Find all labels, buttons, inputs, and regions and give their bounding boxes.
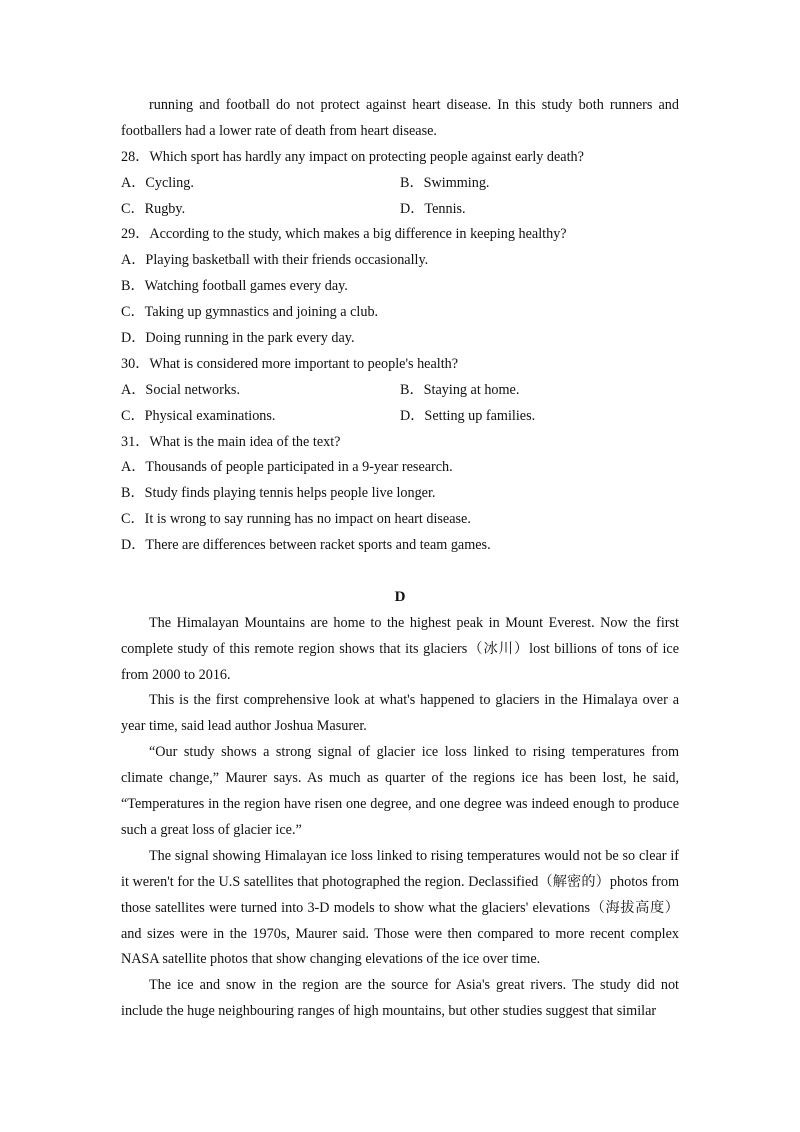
question-block xyxy=(121,145,679,223)
paragraph-line: it weren't for the U.S satellites that photographed the region. Declassified（解密的）photos from xyxy=(121,873,679,890)
paragraph-line: This is the first comprehensive look at what's happened to glaciers in the Himalaya over a xyxy=(149,692,679,709)
answer-option: C．Physical examinations. xyxy=(121,407,276,424)
answer-option: B．Watching football games every day. xyxy=(121,278,348,295)
paragraph-line: from 2000 to 2016. xyxy=(121,666,231,683)
paragraph xyxy=(121,973,679,1025)
answer-option: A．Cycling. xyxy=(121,174,194,191)
paragraph-line: complete study of this remote region shows that its glaciers（冰川）lost billions of tons of ice xyxy=(121,640,679,657)
question-list xyxy=(121,145,679,559)
paragraph-line: those satellites were turned into 3-D models to show what the glaciers' elevations（海拔高度） xyxy=(121,899,679,916)
option-row xyxy=(121,171,679,197)
question-block xyxy=(121,352,679,430)
section-d-passage xyxy=(121,611,679,1025)
answer-option: C．Rugby. xyxy=(121,200,186,217)
paragraph xyxy=(121,688,679,740)
answer-option: C．Taking up gymnastics and joining a club. xyxy=(121,304,379,321)
paragraph xyxy=(121,740,679,844)
answer-option: D．There are differences between racket sports and team games. xyxy=(121,537,491,554)
paragraph-line: NASA satellite photos that show changing elevations of the ice over time. xyxy=(121,951,541,968)
answer-option: D．Tennis. xyxy=(400,200,466,217)
answer-option: D．Doing running in the park every day. xyxy=(121,330,355,347)
question-stem: 29．According to the study, which makes a big difference in keeping healthy? xyxy=(121,226,567,243)
question-block xyxy=(121,430,679,559)
paragraph-line: The ice and snow in the region are the source for Asia's great rivers. The study did not xyxy=(149,977,679,994)
question-block xyxy=(121,222,679,351)
paragraph-line: running and football do not protect against heart disease. In this study both runners and xyxy=(149,97,679,113)
question-stem: 30．What is considered more important to people's health? xyxy=(121,355,459,372)
question-stem: 31．What is the main idea of the text? xyxy=(121,433,341,450)
section-title: D xyxy=(394,588,406,605)
answer-option: B．Study finds playing tennis helps people live longer. xyxy=(121,485,436,502)
answer-option: D．Setting up families. xyxy=(400,407,536,424)
page-content xyxy=(121,93,679,1025)
paragraph-line: include the huge neighbouring ranges of high mountains, but other studies suggest that similar xyxy=(121,1003,657,1020)
paragraph xyxy=(121,611,679,689)
paragraph-line: “Temperatures in the region have risen one degree, and one degree was indeed enough to produce xyxy=(121,796,679,813)
answer-option: A．Social networks. xyxy=(121,381,241,398)
paragraph-line: and sizes were in the 1970s, Maurer said. Those were then compared to more recent complex xyxy=(121,925,679,942)
option-row xyxy=(121,404,679,430)
paragraph-line: The signal showing Himalayan ice loss linked to rising temperatures would not be so clear if xyxy=(149,847,679,864)
answer-option: A．Thousands of people participated in a 9-year research. xyxy=(121,459,453,476)
paragraph-line: footballers had a lower rate of death from heart disease. xyxy=(121,122,437,139)
paragraph-line: year time, said lead author Joshua Masurer. xyxy=(121,718,367,735)
paragraph-line: such a great loss of glacier ice.” xyxy=(121,821,302,838)
paragraph-line: The Himalayan Mountains are home to the highest peak in Mount Everest. Now the first xyxy=(149,614,679,631)
paragraph xyxy=(121,844,679,973)
paragraph-line: climate change,” Maurer says. As much as quarter of the regions ice has been lost, he said, xyxy=(121,770,679,787)
option-row xyxy=(121,197,679,223)
answer-option: C．It is wrong to say running has no impact on heart disease. xyxy=(121,511,471,528)
option-row xyxy=(121,378,679,404)
answer-option: A．Playing basketball with their friends occasionally. xyxy=(121,252,429,269)
paragraph-line: “Our study shows a strong signal of glacier ice loss linked to rising temperatures from xyxy=(149,744,679,761)
answer-option: B．Swimming. xyxy=(400,174,490,191)
answer-option: B．Staying at home. xyxy=(400,381,520,398)
question-stem: 28．Which sport has hardly any impact on protecting people against early death? xyxy=(121,148,584,165)
